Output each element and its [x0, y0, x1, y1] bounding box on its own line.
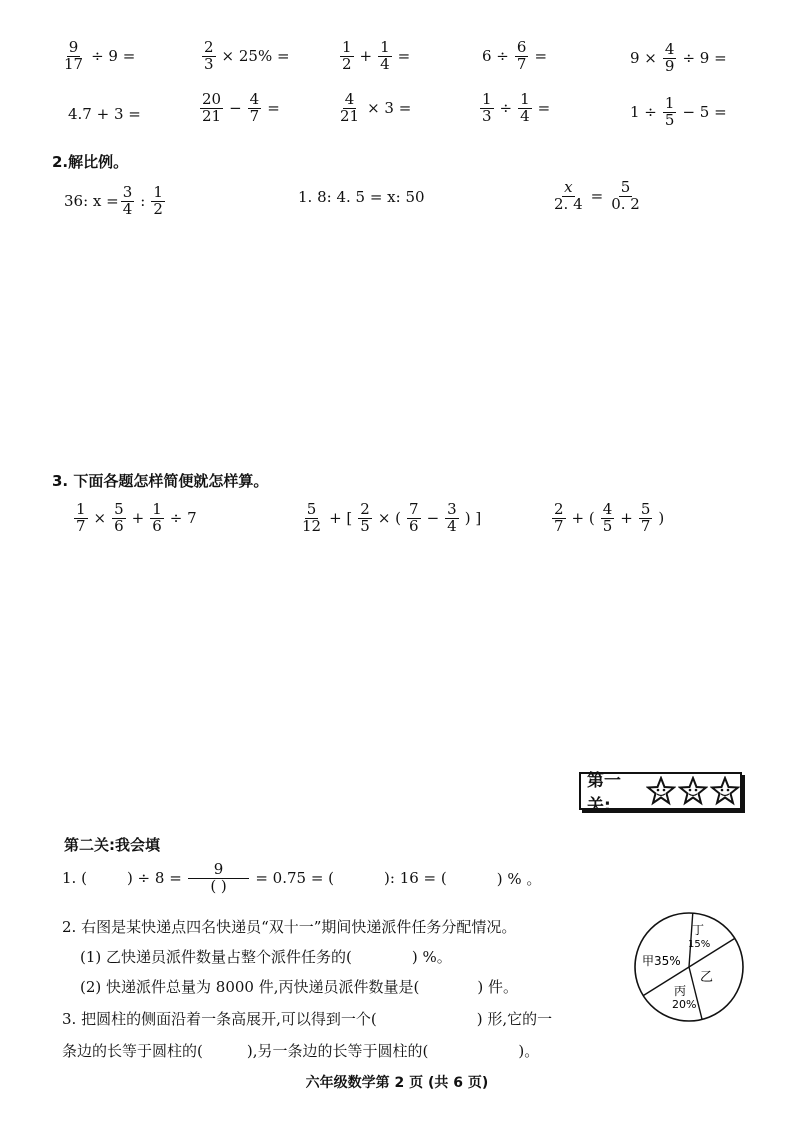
- fraction: $\frac{1}{7}$: [76, 500, 86, 535]
- fraction: $\frac{4}{21}$: [340, 90, 360, 125]
- fraction: $\frac{3}{4}$: [447, 500, 457, 535]
- fraction: $\frac{5}{12}$: [302, 500, 322, 535]
- fraction: $\frac{1}{2}$: [153, 183, 163, 218]
- fraction: $\frac{4}{5}$: [602, 500, 613, 535]
- star-rating: [646, 776, 740, 806]
- calc-r1-e3: $\frac{1}{2}$ + $\frac{1}{4}$ =: [342, 38, 411, 73]
- simplify-q3: $\frac{2}{7}$ + ( $\frac{4}{5}$ + $\frac{5}{7}$ ): [554, 500, 665, 535]
- calc-r1-e5: 9 × $\frac{4}{9}$ ÷ 9 =: [630, 40, 727, 75]
- fraction: $\frac{2}{5}$: [360, 500, 370, 535]
- fraction: $\frac{2}{3}$: [204, 38, 214, 73]
- fraction: $\frac{1}{5}$: [664, 94, 675, 129]
- pie-label-yi: 乙: [700, 970, 714, 985]
- simplify-q2: $\frac{5}{12}$ + [ $\frac{2}{5}$ × ( $\frac{7}{6}$ − $\frac{3}{4}$ ) ]: [302, 500, 482, 535]
- fill-q1: 1. ( ) ÷ 8 = $\frac{9}{( )}$ = 0.75 = ( ): 16 = ( ) % 。: [62, 860, 542, 895]
- calc-r2-e2: $\frac{20}{21}$ − $\frac{4}{7}$ =: [202, 90, 280, 125]
- fill-q2-sub2: (2) 快递派件总量为 8000 件,丙快递员派件数量是( ) 件。: [80, 978, 518, 996]
- star-icon[interactable]: [710, 776, 740, 806]
- pie-label-ding: 丁: [692, 923, 705, 937]
- pie-label-jia: 甲35%: [642, 954, 681, 968]
- proportion-1: 36: x = $\frac{3}{4}$ : $\frac{1}{2}$: [64, 183, 163, 218]
- star-icon[interactable]: [646, 776, 676, 806]
- star-icon[interactable]: [678, 776, 708, 806]
- fraction: $\frac{5}{7}$: [640, 500, 651, 535]
- page-footer: 六年级数学第 2 页 (共 6 页): [305, 1075, 489, 1091]
- calc-r2-e3: $\frac{4}{21}$ × 3 =: [340, 90, 412, 125]
- proportion-3: $\frac{x}{2. 4}$ = $\frac{5}{0. 2}$: [554, 178, 640, 213]
- fill-q2-intro: 2. 右图是某快递点四名快递员“双十一”期间快递派件任务分配情况。: [62, 918, 517, 936]
- fraction: $\frac{3}{4}$: [122, 183, 133, 218]
- fill-q3-line1: 3. 把圆柱的侧面沿着一条高展开,可以得到一个( ) 形,它的一: [62, 1010, 553, 1028]
- fraction: $\frac{x}{2. 4}$: [554, 178, 583, 213]
- fill-q3-line2: 条边的长等于圆柱的( ),另一条边的长等于圆柱的( )。: [62, 1042, 540, 1060]
- fraction: $\frac{1}{4}$: [380, 38, 390, 73]
- fraction: $\frac{2}{7}$: [554, 500, 564, 535]
- fraction: $\frac{9}{17}$: [64, 38, 84, 73]
- calc-r2-e5: 1 ÷ $\frac{1}{5}$ − 5 =: [630, 94, 727, 129]
- section-heading-proportion: 2.解比例。: [52, 153, 129, 171]
- simplify-q1: $\frac{1}{7}$ × $\frac{5}{6}$ + $\frac{1}{6}$ ÷ 7: [76, 500, 197, 535]
- fraction: $\frac{4}{7}$: [249, 90, 260, 125]
- stage-1-box: [579, 771, 742, 816]
- fraction: $\frac{9}{( )}$: [188, 862, 250, 895]
- pie-label-bing-pct: 20%: [672, 998, 697, 1011]
- pie-label-ding-pct: 15%: [688, 939, 711, 950]
- pie-chart: [632, 910, 746, 1024]
- calc-r2-e4: $\frac{1}{3}$ ÷ $\frac{1}{4}$ =: [482, 90, 551, 125]
- proportion-2: 1. 8: 4. 5 = x: 50: [298, 188, 425, 206]
- stage-1-label: 第一关:: [587, 771, 621, 816]
- fraction: $\frac{1}{2}$: [342, 38, 352, 73]
- section-heading-simplify: 3. 下面各题怎样简便就怎样算。: [52, 472, 269, 490]
- fill-q2-sub1: (1) 乙快递员派件数量占整个派件任务的( ) %。: [80, 948, 452, 966]
- fraction: $\frac{6}{7}$: [516, 38, 527, 73]
- calc-r1-e1: $\frac{9}{17}$ ÷ 9 =: [64, 38, 136, 73]
- fraction: $\frac{1}{6}$: [152, 500, 162, 535]
- fraction: $\frac{7}{6}$: [409, 500, 419, 535]
- fraction: $\frac{1}{3}$: [482, 90, 492, 125]
- fraction: $\frac{1}{4}$: [520, 90, 530, 125]
- fraction: $\frac{5}{0. 2}$: [611, 178, 640, 213]
- pie-label-bing: 丙: [674, 984, 687, 998]
- calc-r1-e2: $\frac{2}{3}$ × 25% =: [204, 38, 290, 73]
- fraction: $\frac{4}{9}$: [664, 40, 675, 75]
- calc-r2-e1: 4.7 + 3 =: [68, 105, 141, 123]
- stage-2-heading: 第二关:我会填: [64, 836, 160, 854]
- calc-r1-e4: 6 ÷ $\frac{6}{7}$ =: [482, 38, 548, 73]
- fraction: $\frac{5}{6}$: [114, 500, 124, 535]
- fraction: $\frac{20}{21}$: [202, 90, 222, 125]
